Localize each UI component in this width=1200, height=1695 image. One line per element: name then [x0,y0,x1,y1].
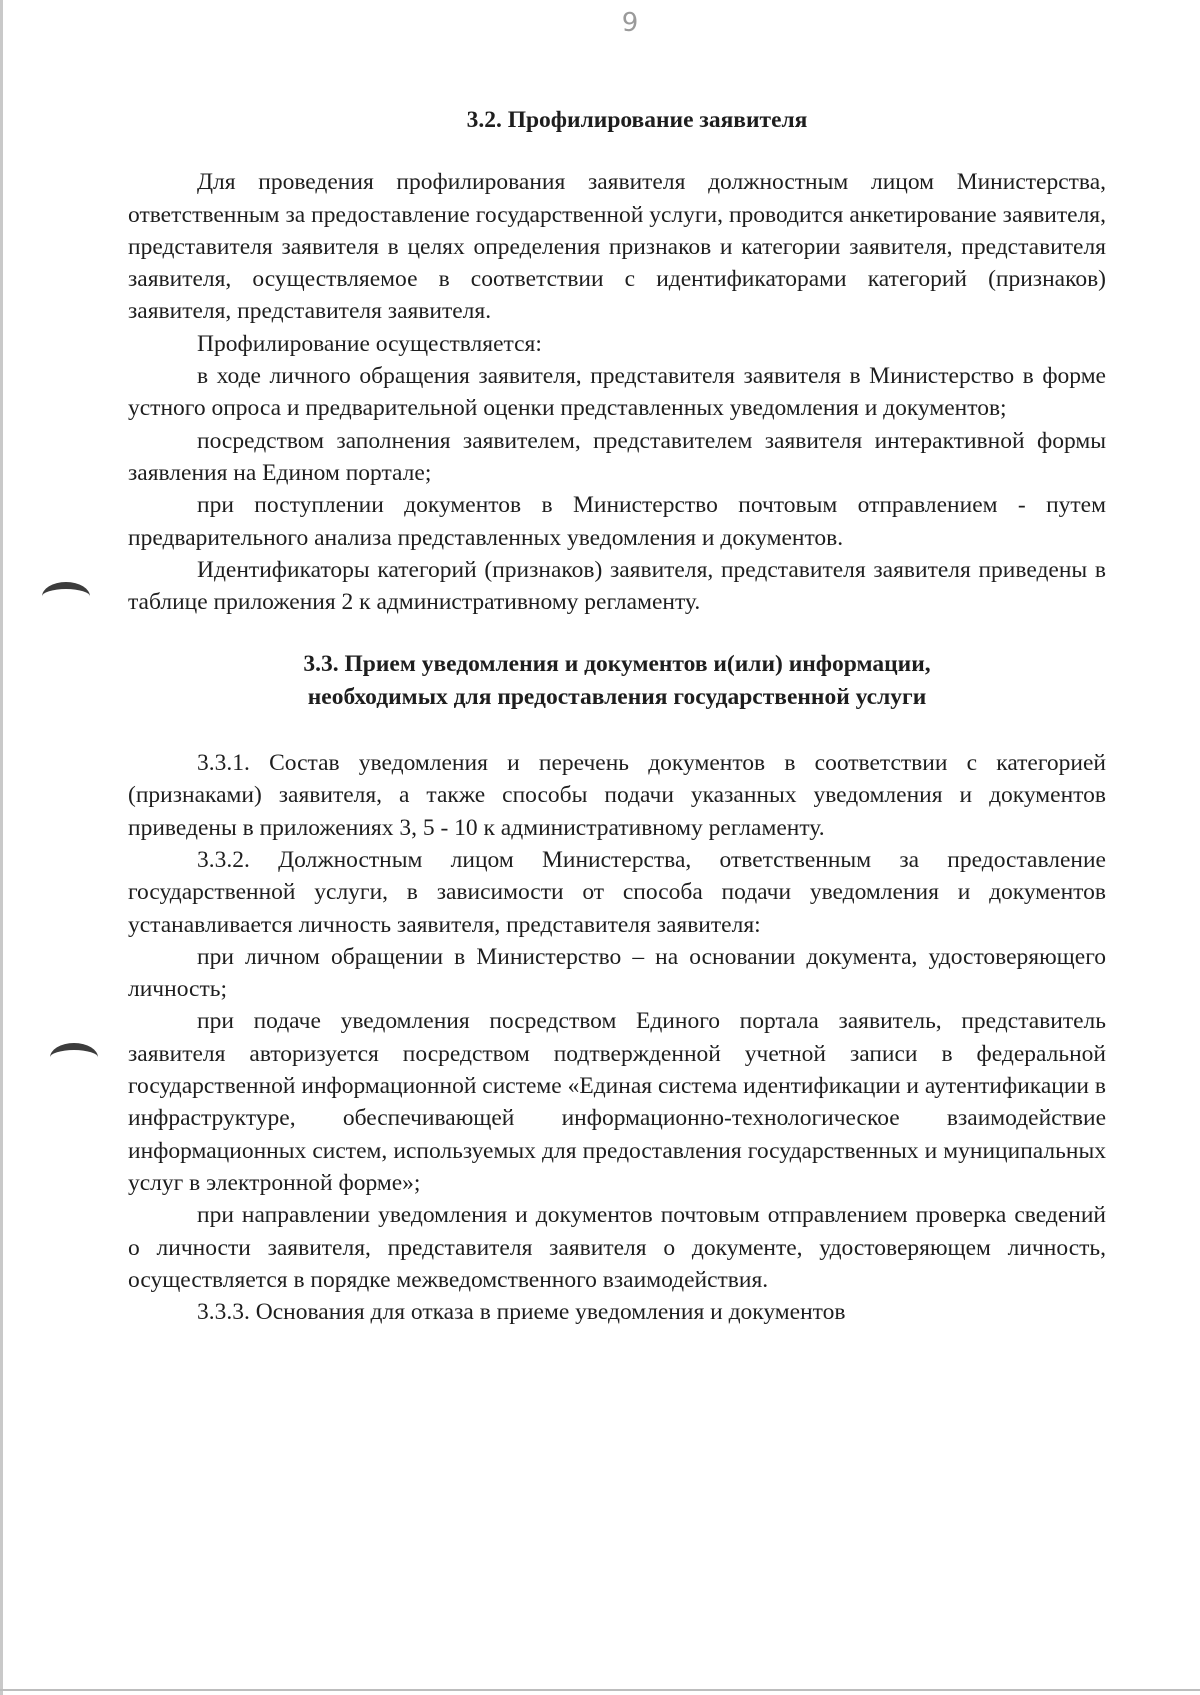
punch-hole-mark [50,1043,98,1072]
paragraph: посредством заполнения заявителем, представителем заявителя интерактивной формы заявления на Едином портале; [128,427,1106,486]
paragraph: Идентификаторы категорий (признаков) заявителя, представителя заявителя приведены в таблице приложения 2 к административному регламенту. [128,556,1106,616]
section-3-2-title: 3.2. Профилирование заявителя [466,107,808,133]
paragraph: при подаче уведомления посредством Единого портала заявитель, представитель заявителя авторизуется посредством подтвержденной учетной записи в федеральной государственной информационной системе «Единая система идентификации и аутентификации в инфраструктуре, обеспечивающей информационно-технологическое взаимодействие информационных систем, используемых для предоставления государственных и муниципальных услуг в электронной форме»; [128,1008,1106,1196]
paragraph: при поступлении документов в Министерство почтовым отправлением - путем предварительного анализа представленных уведомления и документов. [128,492,1106,551]
scan-bottom-edge [0,1689,1200,1691]
document-body [128,104,1106,1328]
paragraph: при направлении уведомления и документов почтовым отправлением проверка сведений о личности заявителя, представителя заявителя о документе, удостоверяющем личность, осуществляется в порядке межведомственного взаимодействия. [128,1202,1106,1293]
paragraph: при личном обращении в Министерство – на основании документа, удостоверяющего личность; [128,943,1106,1003]
paragraph: 3.3.1. Состав уведомления и перечень документов в соответствии с категорией (признаками) заявителя, а также способы подачи указанных уведомления и документов приведены в приложениях 3, 5 - 10 к административному регламенту. [128,750,1106,841]
paragraph: 3.3.3. Основания для отказа в приеме уведомления и документов [197,1299,846,1326]
paragraph: 3.3.2. Должностным лицом Министерства, ответственным за предоставление государственной услуги, в зависимости от способа подачи уведомления и документов устанавливается личность заявителя, представителя заявителя: [128,846,1106,938]
scan-left-edge [0,0,3,1695]
paragraph: Для проведения профилирования заявителя должностным лицом Министерства, ответственным за предоставление государственной услуги, проводится анкетирование заявителя, представителя заявителя в целях определения признаков и категории заявителя, представителя заявителя, осуществляемое в соответствии с идентификаторами категорий (признаков) заявителя, представителя заявителя. [128,169,1106,325]
section-3-3-title-line: 3.3. Прием уведомления и документов и(или) информации, [303,651,931,678]
punch-hole-mark [42,582,90,611]
paragraph: в ходе личного обращения заявителя, представителя заявителя в Министерство в форме устного опроса и предварительной оценки представленных уведомления и документов; [128,363,1106,422]
page-number: 9 [621,8,639,38]
paragraph: Профилирование осуществляется: [197,330,542,357]
section-3-3-title [128,648,1106,713]
section-3-3-title-line: необходимых для предоставления государственной услуги [307,683,927,710]
